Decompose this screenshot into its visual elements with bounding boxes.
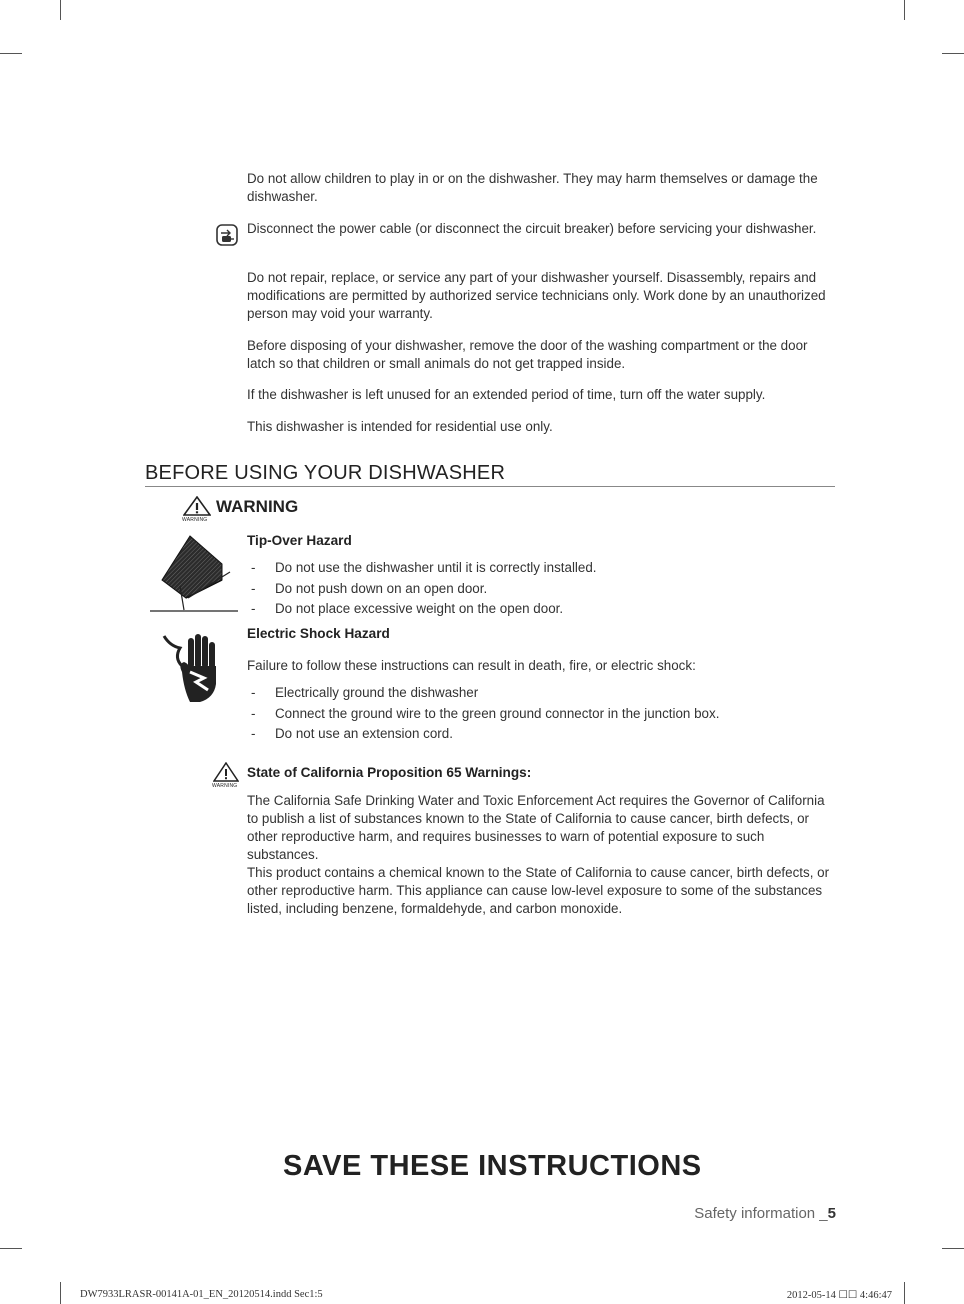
page-number: 5 [827, 1205, 836, 1222]
tip-over-item-2: Do not push down on an open door. [275, 580, 488, 596]
prop65-paragraph-2: This product contains a chemical known to the State of California to cause cancer, birth defects, or other reproductive harm. This appliance can cause low-level exposure to some of the substances listed, including benzene, formaldehyde, and carbon monoxide. [247, 865, 830, 916]
list-item: - Do not place excessive weight on the open door. [251, 601, 564, 616]
crop-mark [60, 1282, 61, 1304]
list-item: - Do not use the dishwasher until it is correctly installed. [251, 560, 597, 575]
paragraph-disposing: Before disposing of your dishwasher, remove the door of the washing compartment or the door latch so that children or small animals do not get trapped inside. [247, 338, 808, 371]
crop-mark [942, 1248, 964, 1249]
tip-over-item-3: Do not place excessive weight on the open door. [275, 601, 564, 616]
footer-section-label: Safety information _ [694, 1205, 828, 1222]
electric-list [251, 683, 719, 745]
tip-over-item-1: Do not use the dishwasher until it is correctly installed. [275, 560, 597, 575]
prop65-title: State of California Proposition 65 Warnings: [247, 765, 532, 780]
list-item: - Do not use an extension cord. [251, 726, 453, 741]
paragraph-repair: Do not repair, replace, or service any part of your dishwasher yourself. Disassembly, repairs and modifications are permitted by authorized service technicians only. Work done by an unauthorized person may void your warranty. [247, 270, 826, 321]
prop65-small-label: WARNING [212, 783, 238, 789]
save-instructions-heading: SAVE THESE INSTRUCTIONS [283, 1150, 702, 1182]
unplug-icon [216, 224, 238, 246]
prop65-paragraph-1: The California Safe Drinking Water and Toxic Enforcement Act requires the Governor of California to publish a list of substances known to the State of California to cause cancer, birth defects, or other reproductive harm, and requires businesses to warn of potential exposure to such substances. [247, 793, 825, 862]
paragraph-children: Do not allow children to play in or on the dishwasher. They may harm themselves or damage the dishwasher. [247, 171, 818, 204]
electric-intro: Failure to follow these instructions can result in death, fire, or electric shock: [247, 658, 696, 673]
crop-mark [0, 1248, 22, 1249]
electric-item-2: Connect the ground wire to the green ground connector in the junction box. [275, 705, 720, 721]
paragraph-disconnect: Disconnect the power cable (or disconnect the circuit breaker) before servicing your dishwasher. [247, 221, 817, 236]
list-item: - Connect the ground wire to the green ground connector in the junction box. [251, 705, 720, 721]
electric-title: Electric Shock Hazard [247, 626, 390, 641]
electric-shock-icon [160, 628, 228, 706]
crop-mark [904, 0, 905, 20]
electric-item-1: Electrically ground the dishwasher [275, 685, 479, 700]
list-item: - Do not push down on an open door. [251, 580, 488, 596]
warning-label: WARNING [216, 497, 299, 516]
list-item: - Electrically ground the dishwasher [251, 685, 479, 700]
warning-triangle-icon [183, 496, 211, 516]
section-title: BEFORE USING YOUR DISHWASHER [145, 462, 506, 484]
crop-mark [60, 0, 61, 20]
tip-over-list [251, 558, 597, 620]
electric-item-3: Do not use an extension cord. [275, 726, 453, 741]
warning-small-label: WARNING [182, 517, 208, 523]
tip-over-icon [150, 534, 238, 614]
crop-mark [904, 1282, 905, 1304]
crop-mark [0, 53, 22, 54]
imprint-left: DW7933LRASR-00141A-01_EN_20120514.indd Sec1:5 [80, 1289, 323, 1300]
paragraph-water-supply: If the dishwasher is left unused for an extended period of time, turn off the water supply. [247, 387, 766, 402]
prop65-text [247, 792, 837, 918]
warning-triangle-icon [213, 762, 239, 782]
page-footer [694, 1205, 836, 1222]
tip-over-title: Tip-Over Hazard [247, 533, 352, 548]
paragraph-residential: This dishwasher is intended for residential use only. [247, 419, 553, 434]
imprint-right: 2012-05-14 ☐☐ 4:46:47 [786, 1290, 892, 1301]
section-divider [145, 486, 835, 487]
crop-mark [942, 53, 964, 54]
